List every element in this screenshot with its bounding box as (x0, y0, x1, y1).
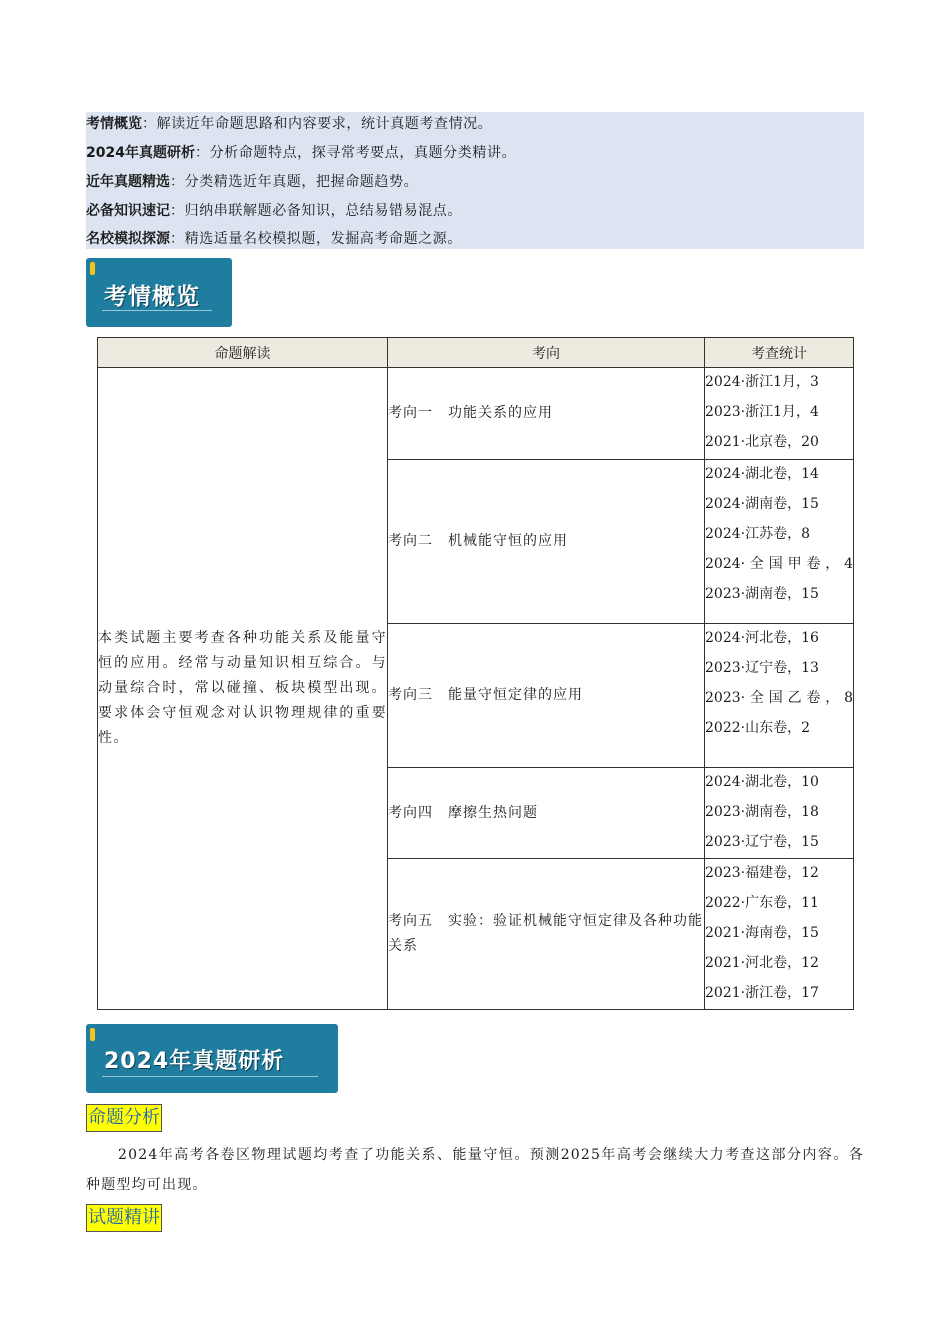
stat-item: 2024·浙江1月，3 (705, 374, 819, 390)
reading-cell: 本类试题主要考查各种功能关系及能量守恒的应用。经常与动量知识相互综合。与动量综合时，常以碰撞、板块模型出现。要求体会守恒观念对认识物理规律的重要性。 (98, 368, 388, 1010)
stats-cell (705, 624, 854, 768)
direction-cell: 考向二 机械能守恒的应用 (388, 460, 705, 624)
analysis-paragraph: 2024年高考各卷区物理试题均考查了功能关系、能量守恒。预测2025年高考会继续大力考查这部分内容。各种题型均可出现。 (86, 1147, 864, 1193)
overview-table (97, 337, 854, 1010)
banner-tab-marker (90, 262, 95, 275)
stat-item: 2024·湖北卷，10 (705, 774, 819, 790)
stat-item: 2022·广东卷，11 (705, 895, 819, 911)
stat-item: 2021·浙江卷，17 (705, 985, 819, 1001)
table-row (98, 368, 854, 460)
intro-summary-block (86, 112, 864, 249)
intro-line-recent-questions: 近年真题精选：分类精选近年真题，把握命题趋势。 (86, 174, 419, 190)
stats-cell (705, 460, 854, 624)
stat-item: 2023·湖南卷，18 (705, 804, 819, 820)
direction-cell: 考向三 能量守恒定律的应用 (388, 624, 705, 768)
stats-cell (705, 859, 854, 1010)
intro-line-knowledge: 必备知识速记：归纳串联解题必备知识，总结易错易混点。 (86, 203, 462, 219)
banner-underline (102, 1076, 318, 1077)
stat-item: 2024·湖南卷，15 (705, 496, 819, 512)
stat-item: 2021·河北卷，12 (705, 955, 819, 971)
stat-item: 2022·山东卷，2 (705, 720, 810, 736)
direction-cell: 考向五 实验：验证机械能守恒定律及各种功能关系 (388, 859, 705, 1010)
direction-cell: 考向一 功能关系的应用 (388, 368, 705, 460)
stat-item: 2024·河北卷，16 (705, 630, 819, 646)
stat-item: 2023·福建卷，12 (705, 865, 819, 881)
banner-underline (102, 310, 212, 311)
section-banner-overview: 考情概览 (86, 258, 232, 327)
label-question-analysis: 命题分析 (86, 1104, 162, 1132)
intro-line-overview: 考情概览：解读近年命题思路和内容要求，统计真题考查情况。 (86, 116, 493, 132)
intro-line-2024-analysis: 2024年真题研析：分析命题特点，探寻常考要点，真题分类精讲。 (86, 145, 517, 161)
stat-item: 2024·湖北卷，14 (705, 466, 819, 482)
header-reading: 命题解读 (98, 338, 388, 368)
table-header-row (98, 338, 854, 368)
stat-item: 2024·全国甲卷，4 (705, 556, 853, 572)
stat-item: 2023·辽宁卷，13 (705, 660, 819, 676)
stats-cell (705, 368, 854, 460)
header-stats: 考查统计 (705, 338, 854, 368)
stats-cell (705, 768, 854, 859)
stat-item: 2023·浙江1月，4 (705, 404, 819, 420)
stat-item: 2023·辽宁卷，15 (705, 834, 819, 850)
banner-tab-marker (90, 1028, 95, 1041)
stat-item: 2023·全国乙卷，8 (705, 690, 853, 706)
label-question-explanation: 试题精讲 (86, 1204, 162, 1232)
stat-item: 2023·湖南卷，15 (705, 586, 819, 602)
direction-cell: 考向四 摩擦生热问题 (388, 768, 705, 859)
section-banner-2024-analysis: 2024年真题研析 (86, 1024, 338, 1093)
stat-item: 2021·海南卷，15 (705, 925, 819, 941)
intro-line-mock-exams: 名校模拟探源：精选适量名校模拟题，发掘高考命题之源。 (86, 231, 462, 247)
stat-item: 2024·江苏卷，8 (705, 526, 810, 542)
header-direction: 考向 (388, 338, 705, 368)
stat-item: 2021·北京卷，20 (705, 434, 819, 450)
